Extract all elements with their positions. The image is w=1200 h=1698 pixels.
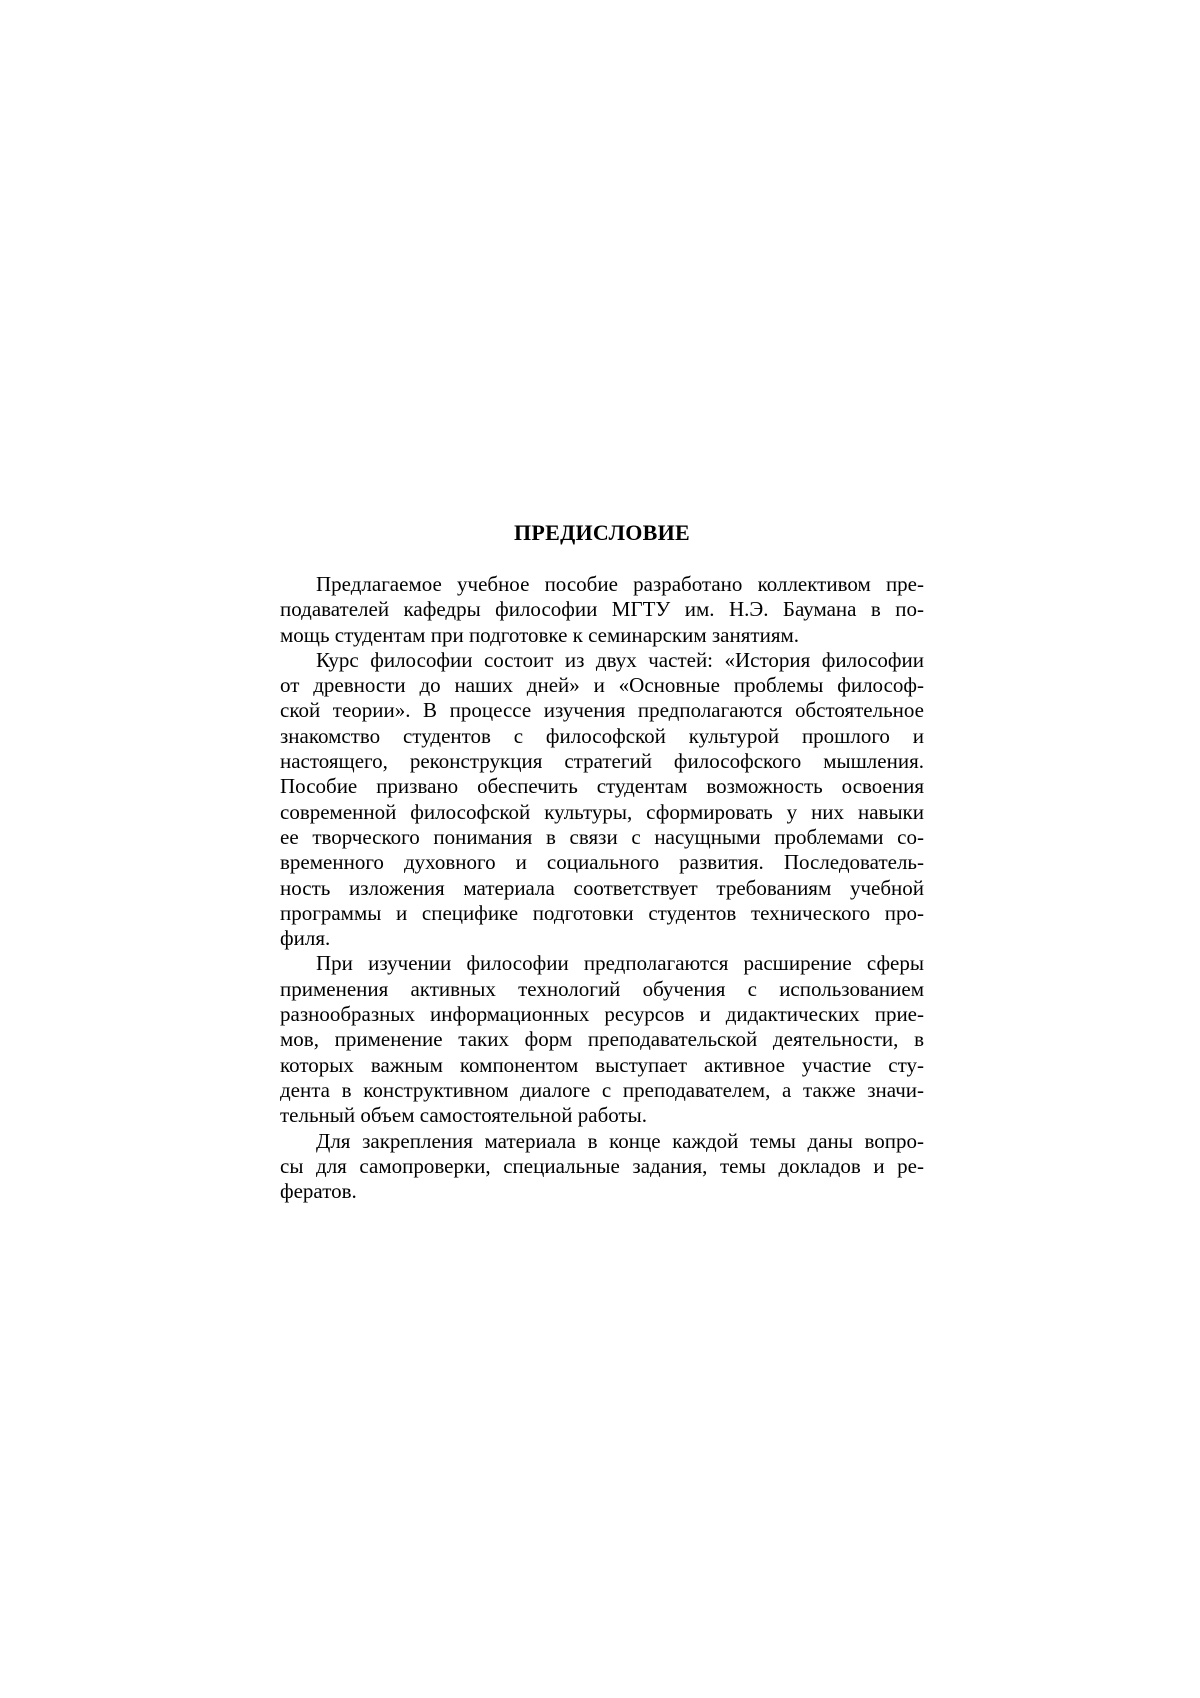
text-line: настоящего, реконструкция стратегий философского мышления.: [280, 749, 924, 774]
text-line: Для закрепления материала в конце каждой темы даны вопро-: [316, 1128, 924, 1153]
text-line: фератов.: [280, 1179, 357, 1204]
paragraph-2: [280, 648, 924, 952]
text-line: мов, применение таких форм преподавательской деятельности, в: [280, 1027, 924, 1052]
text-line: ее творческого понимания в связи с насущными проблемами со-: [280, 824, 924, 849]
text-line: от древности до наших дней» и «Основные проблемы философ-: [280, 673, 924, 698]
text-line: Предлагаемое учебное пособие разработано коллективом пре-: [316, 572, 924, 596]
text-line: ской теории». В процессе изучения предполагаются обстоятельное: [280, 698, 924, 723]
preface-content: [280, 518, 924, 1204]
paragraph-4: [280, 1129, 924, 1205]
text-line: При изучении философии предполагаются расширение сферы: [316, 951, 924, 976]
text-line: подавателей кафедры философии МГТУ им. Н.Э. Баумана в по-: [280, 597, 924, 622]
text-line: ность изложения материала соответствует требованиям учебной: [280, 875, 924, 900]
text-line: сы для самопроверки, специальные задания, темы докладов и ре-: [280, 1153, 924, 1178]
text-line: знакомство студентов с философской культурой прошлого и: [280, 723, 924, 748]
page-title: ПРЕДИСЛОВИЕ: [513, 520, 691, 545]
text-line: тельный объем самостоятельной работы.: [280, 1103, 648, 1128]
paragraph-3: [280, 951, 924, 1128]
text-line: временного духовного и социального развития. Последователь-: [280, 850, 924, 875]
text-line: дента в конструктивном диалоге с преподавателем, а также значи-: [280, 1077, 924, 1102]
text-line: применения активных технологий обучения с использованием: [280, 976, 924, 1001]
text-line: программы и специфике подготовки студентов технического про-: [280, 900, 924, 925]
text-line: разнообразных информационных ресурсов и дидактических прие-: [280, 1002, 924, 1027]
text-line: которых важным компонентом выступает активное участие сту-: [280, 1052, 924, 1077]
text-line: мощь студентам при подготовке к семинарским занятиям.: [280, 622, 800, 647]
text-line: Пособие призвано обеспечить студентам возможность освоения: [280, 774, 924, 799]
text-line: филя.: [280, 926, 331, 951]
text-line: современной философской культуры, сформировать у них навыки: [280, 799, 924, 824]
text-line: Курс философии состоит из двух частей: «История философии: [316, 647, 924, 672]
paragraph-1: [280, 572, 924, 648]
